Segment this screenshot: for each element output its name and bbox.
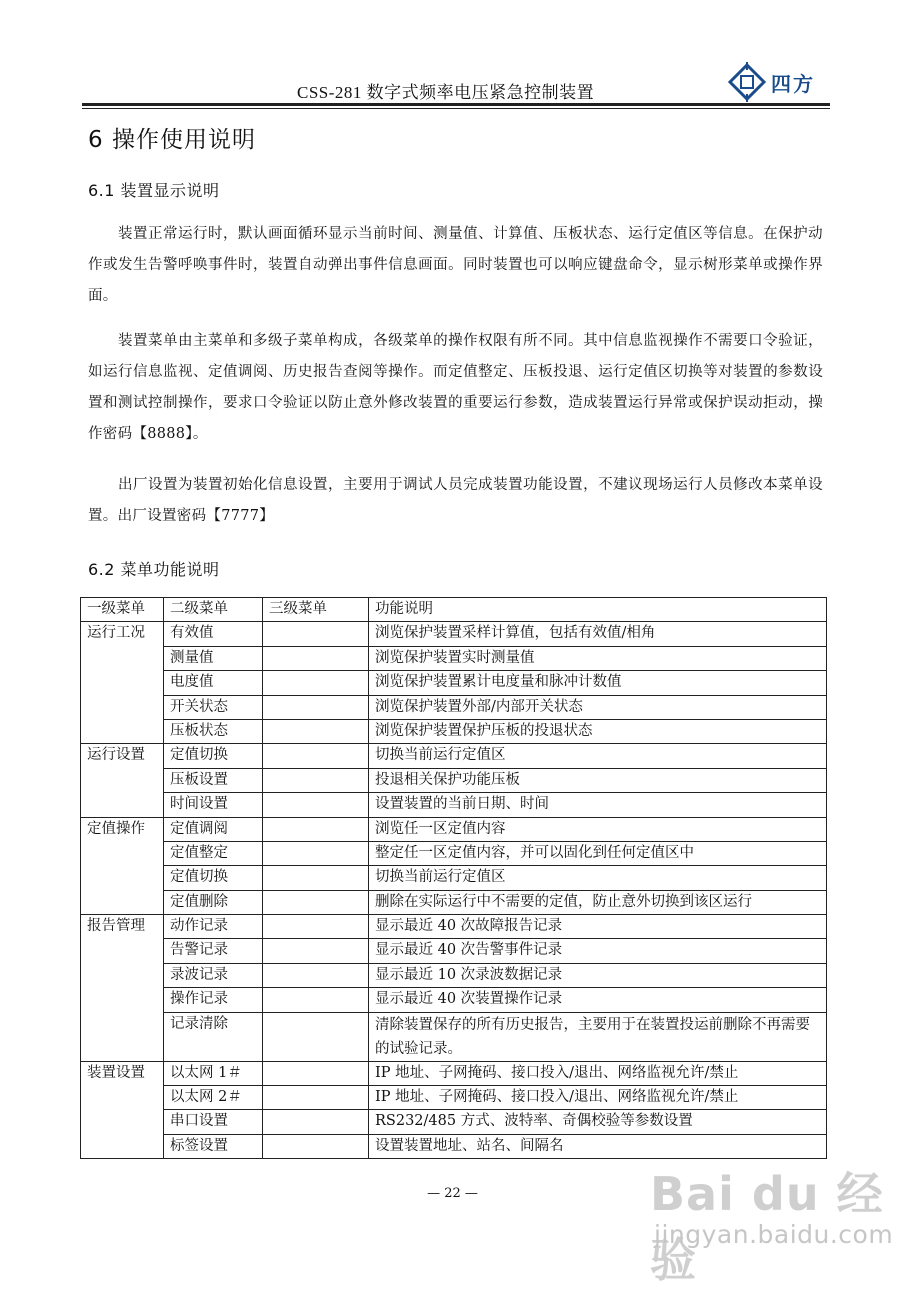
sifang-logo-icon: [727, 62, 767, 102]
level3-menu-cell: [263, 793, 369, 817]
level2-menu-cell: 定值调阅: [164, 817, 263, 841]
table-row: [81, 1061, 827, 1085]
function-description-cell: 设置装置的当前日期、时间: [369, 793, 827, 817]
watermark-url: jingyan.baidu.com: [654, 1220, 894, 1249]
function-description-cell: 整定任一区定值内容，并可以固化到任何定值区中: [369, 841, 827, 865]
level2-menu-cell: 有效值: [164, 622, 263, 646]
level1-menu-cell: [81, 1110, 164, 1134]
level3-menu-cell: [263, 817, 369, 841]
level3-menu-cell: [263, 646, 369, 670]
subsection-heading-6-1: 6.1 装置显示说明: [88, 181, 220, 200]
table-header-cell: 三级菜单: [263, 598, 369, 622]
function-description-cell: IP 地址、子网掩码、接口投入/退出、网络监视允许/禁止: [369, 1061, 827, 1085]
function-description-cell: 显示最近 40 次告警事件记录: [369, 939, 827, 963]
table-row: [81, 915, 827, 939]
table-row: [81, 646, 827, 670]
menu-function-table: [80, 597, 827, 1159]
paragraph-factory-settings: 出厂设置为装置初始化信息设置，主要用于调试人员完成装置功能设置，不建议现场运行人员修改本菜单设置。出厂设置密码【7777】: [88, 477, 823, 524]
level1-menu-cell: [81, 1134, 164, 1158]
page-number: — 22 —: [427, 1186, 478, 1201]
table-row: [81, 695, 827, 719]
section-heading: 6 操作使用说明: [88, 127, 256, 153]
level3-menu-cell: [263, 915, 369, 939]
subsection-heading-6-2: 6.2 菜单功能说明: [88, 560, 220, 579]
watermark-logo-text: Bai du 经验: [650, 1167, 884, 1287]
function-description-cell: 删除在实际运行中不需要的定值，防止意外切换到该区运行: [369, 890, 827, 914]
function-description-cell: 浏览保护装置保护压板的投退状态: [369, 719, 827, 743]
level2-menu-cell: 以太网 1＃: [164, 1061, 263, 1085]
table-header-cell: 一级菜单: [81, 598, 164, 622]
level3-menu-cell: [263, 719, 369, 743]
level2-menu-cell: 以太网 2＃: [164, 1086, 263, 1110]
level2-menu-cell: 定值切换: [164, 744, 263, 768]
function-description-cell: 设置装置地址、站名、间隔名: [369, 1134, 827, 1158]
baidu-watermark: [650, 1150, 900, 1287]
level1-menu-cell: 运行工况: [81, 622, 164, 646]
table-row: [81, 817, 827, 841]
level2-menu-cell: 测量值: [164, 646, 263, 670]
table-header-cell: 功能说明: [369, 598, 827, 622]
table-row: [81, 744, 827, 768]
function-description-cell: 浏览保护装置采样计算值，包括有效值/相角: [369, 622, 827, 646]
level3-menu-cell: [263, 744, 369, 768]
table-row: [81, 841, 827, 865]
paragraph-menu-permissions: 装置菜单由主菜单和多级子菜单构成，各级菜单的操作权限有所不同。其中信息监视操作不需要口令验证，如运行信息监视、定值调阅、历史报告查阅等操作。而定值整定、压板投退、运行定值区切换等对装置的参数设置和测试控制操作，要求口令验证以防止意外修改装置的重要运行参数，造成装置运行异常或保护误动拒动，操作密码【8888】。: [88, 333, 823, 442]
table-row: [81, 1086, 827, 1110]
table-row: [81, 963, 827, 987]
function-description-cell: 清除装置保存的所有历史报告，主要用于在装置投运前删除不再需要的试验记录。: [369, 1012, 827, 1061]
level2-menu-cell: 定值删除: [164, 890, 263, 914]
level2-menu-cell: 时间设置: [164, 793, 263, 817]
table-row: [81, 768, 827, 792]
level3-menu-cell: [263, 963, 369, 987]
table-header-cell: 二级菜单: [164, 598, 263, 622]
function-description-cell: 浏览任一区定值内容: [369, 817, 827, 841]
table-row: [81, 866, 827, 890]
level1-menu-cell: [81, 939, 164, 963]
function-description-cell: 显示最近 10 次录波数据记录: [369, 963, 827, 987]
level1-menu-cell: [81, 768, 164, 792]
table-row: [81, 1110, 827, 1134]
level1-menu-cell: 定值操作: [81, 817, 164, 841]
function-description-cell: 显示最近 40 次装置操作记录: [369, 988, 827, 1012]
level3-menu-cell: [263, 988, 369, 1012]
level3-menu-cell: [263, 866, 369, 890]
level3-menu-cell: [263, 939, 369, 963]
level2-menu-cell: 记录清除: [164, 1012, 263, 1061]
level2-menu-cell: 定值切换: [164, 866, 263, 890]
function-description-cell: 投退相关保护功能压板: [369, 768, 827, 792]
level1-menu-cell: [81, 671, 164, 695]
function-description-cell: 切换当前运行定值区: [369, 744, 827, 768]
page-header: [82, 60, 832, 102]
level2-menu-cell: 告警记录: [164, 939, 263, 963]
level3-menu-cell: [263, 1061, 369, 1085]
level3-menu-cell: [263, 768, 369, 792]
level2-menu-cell: 操作记录: [164, 988, 263, 1012]
level1-menu-cell: 运行设置: [81, 744, 164, 768]
table-row: [81, 1012, 827, 1061]
function-description-cell: 浏览保护装置累计电度量和脉冲计数值: [369, 671, 827, 695]
level2-menu-cell: 压板设置: [164, 768, 263, 792]
level2-menu-cell: 开关状态: [164, 695, 263, 719]
level3-menu-cell: [263, 1110, 369, 1134]
level3-menu-cell: [263, 1086, 369, 1110]
level3-menu-cell: [263, 671, 369, 695]
table-header-row: [81, 598, 827, 622]
function-description-cell: RS232/485 方式、波特率、奇偶校验等参数设置: [369, 1110, 827, 1134]
header-divider-thin: [82, 108, 830, 109]
level3-menu-cell: [263, 1012, 369, 1061]
level1-menu-cell: [81, 1086, 164, 1110]
table-row: [81, 622, 827, 646]
function-description-cell: 显示最近 40 次故障报告记录: [369, 915, 827, 939]
paragraph-display: 装置正常运行时，默认画面循环显示当前时间、测量值、计算值、压板状态、运行定值区等信息。在保护动作或发生告警呼唤事件时，装置自动弹出事件信息画面。同时装置也可以响应键盘命令，显示树形菜单或操作界面。: [88, 226, 823, 304]
level3-menu-cell: [263, 890, 369, 914]
table-row: [81, 890, 827, 914]
level1-menu-cell: 装置设置: [81, 1061, 164, 1085]
level1-menu-cell: [81, 963, 164, 987]
table-row: [81, 793, 827, 817]
level1-menu-cell: [81, 793, 164, 817]
function-description-cell: 浏览保护装置实时测量值: [369, 646, 827, 670]
level2-menu-cell: 压板状态: [164, 719, 263, 743]
level1-menu-cell: [81, 1012, 164, 1061]
table-row: [81, 719, 827, 743]
level2-menu-cell: 定值整定: [164, 841, 263, 865]
level1-menu-cell: [81, 646, 164, 670]
level1-menu-cell: [81, 890, 164, 914]
table-row: [81, 939, 827, 963]
level1-menu-cell: [81, 719, 164, 743]
level1-menu-cell: 报告管理: [81, 915, 164, 939]
table-row: [81, 671, 827, 695]
company-logo: [727, 62, 837, 102]
level2-menu-cell: 串口设置: [164, 1110, 263, 1134]
level3-menu-cell: [263, 1134, 369, 1158]
function-description-cell: 浏览保护装置外部/内部开关状态: [369, 695, 827, 719]
level1-menu-cell: [81, 841, 164, 865]
level3-menu-cell: [263, 695, 369, 719]
level3-menu-cell: [263, 622, 369, 646]
level1-menu-cell: [81, 866, 164, 890]
header-title: CSS-281 数字式频率电压紧急控制装置: [297, 83, 595, 102]
function-description-cell: IP 地址、子网掩码、接口投入/退出、网络监视允许/禁止: [369, 1086, 827, 1110]
header-divider: [82, 103, 830, 106]
function-description-cell: 切换当前运行定值区: [369, 866, 827, 890]
level2-menu-cell: 标签设置: [164, 1134, 263, 1158]
level3-menu-cell: [263, 841, 369, 865]
level2-menu-cell: 录波记录: [164, 963, 263, 987]
level1-menu-cell: [81, 988, 164, 1012]
logo-text: 四方: [771, 72, 815, 96]
level1-menu-cell: [81, 695, 164, 719]
table-row: [81, 988, 827, 1012]
level2-menu-cell: 动作记录: [164, 915, 263, 939]
level2-menu-cell: 电度值: [164, 671, 263, 695]
